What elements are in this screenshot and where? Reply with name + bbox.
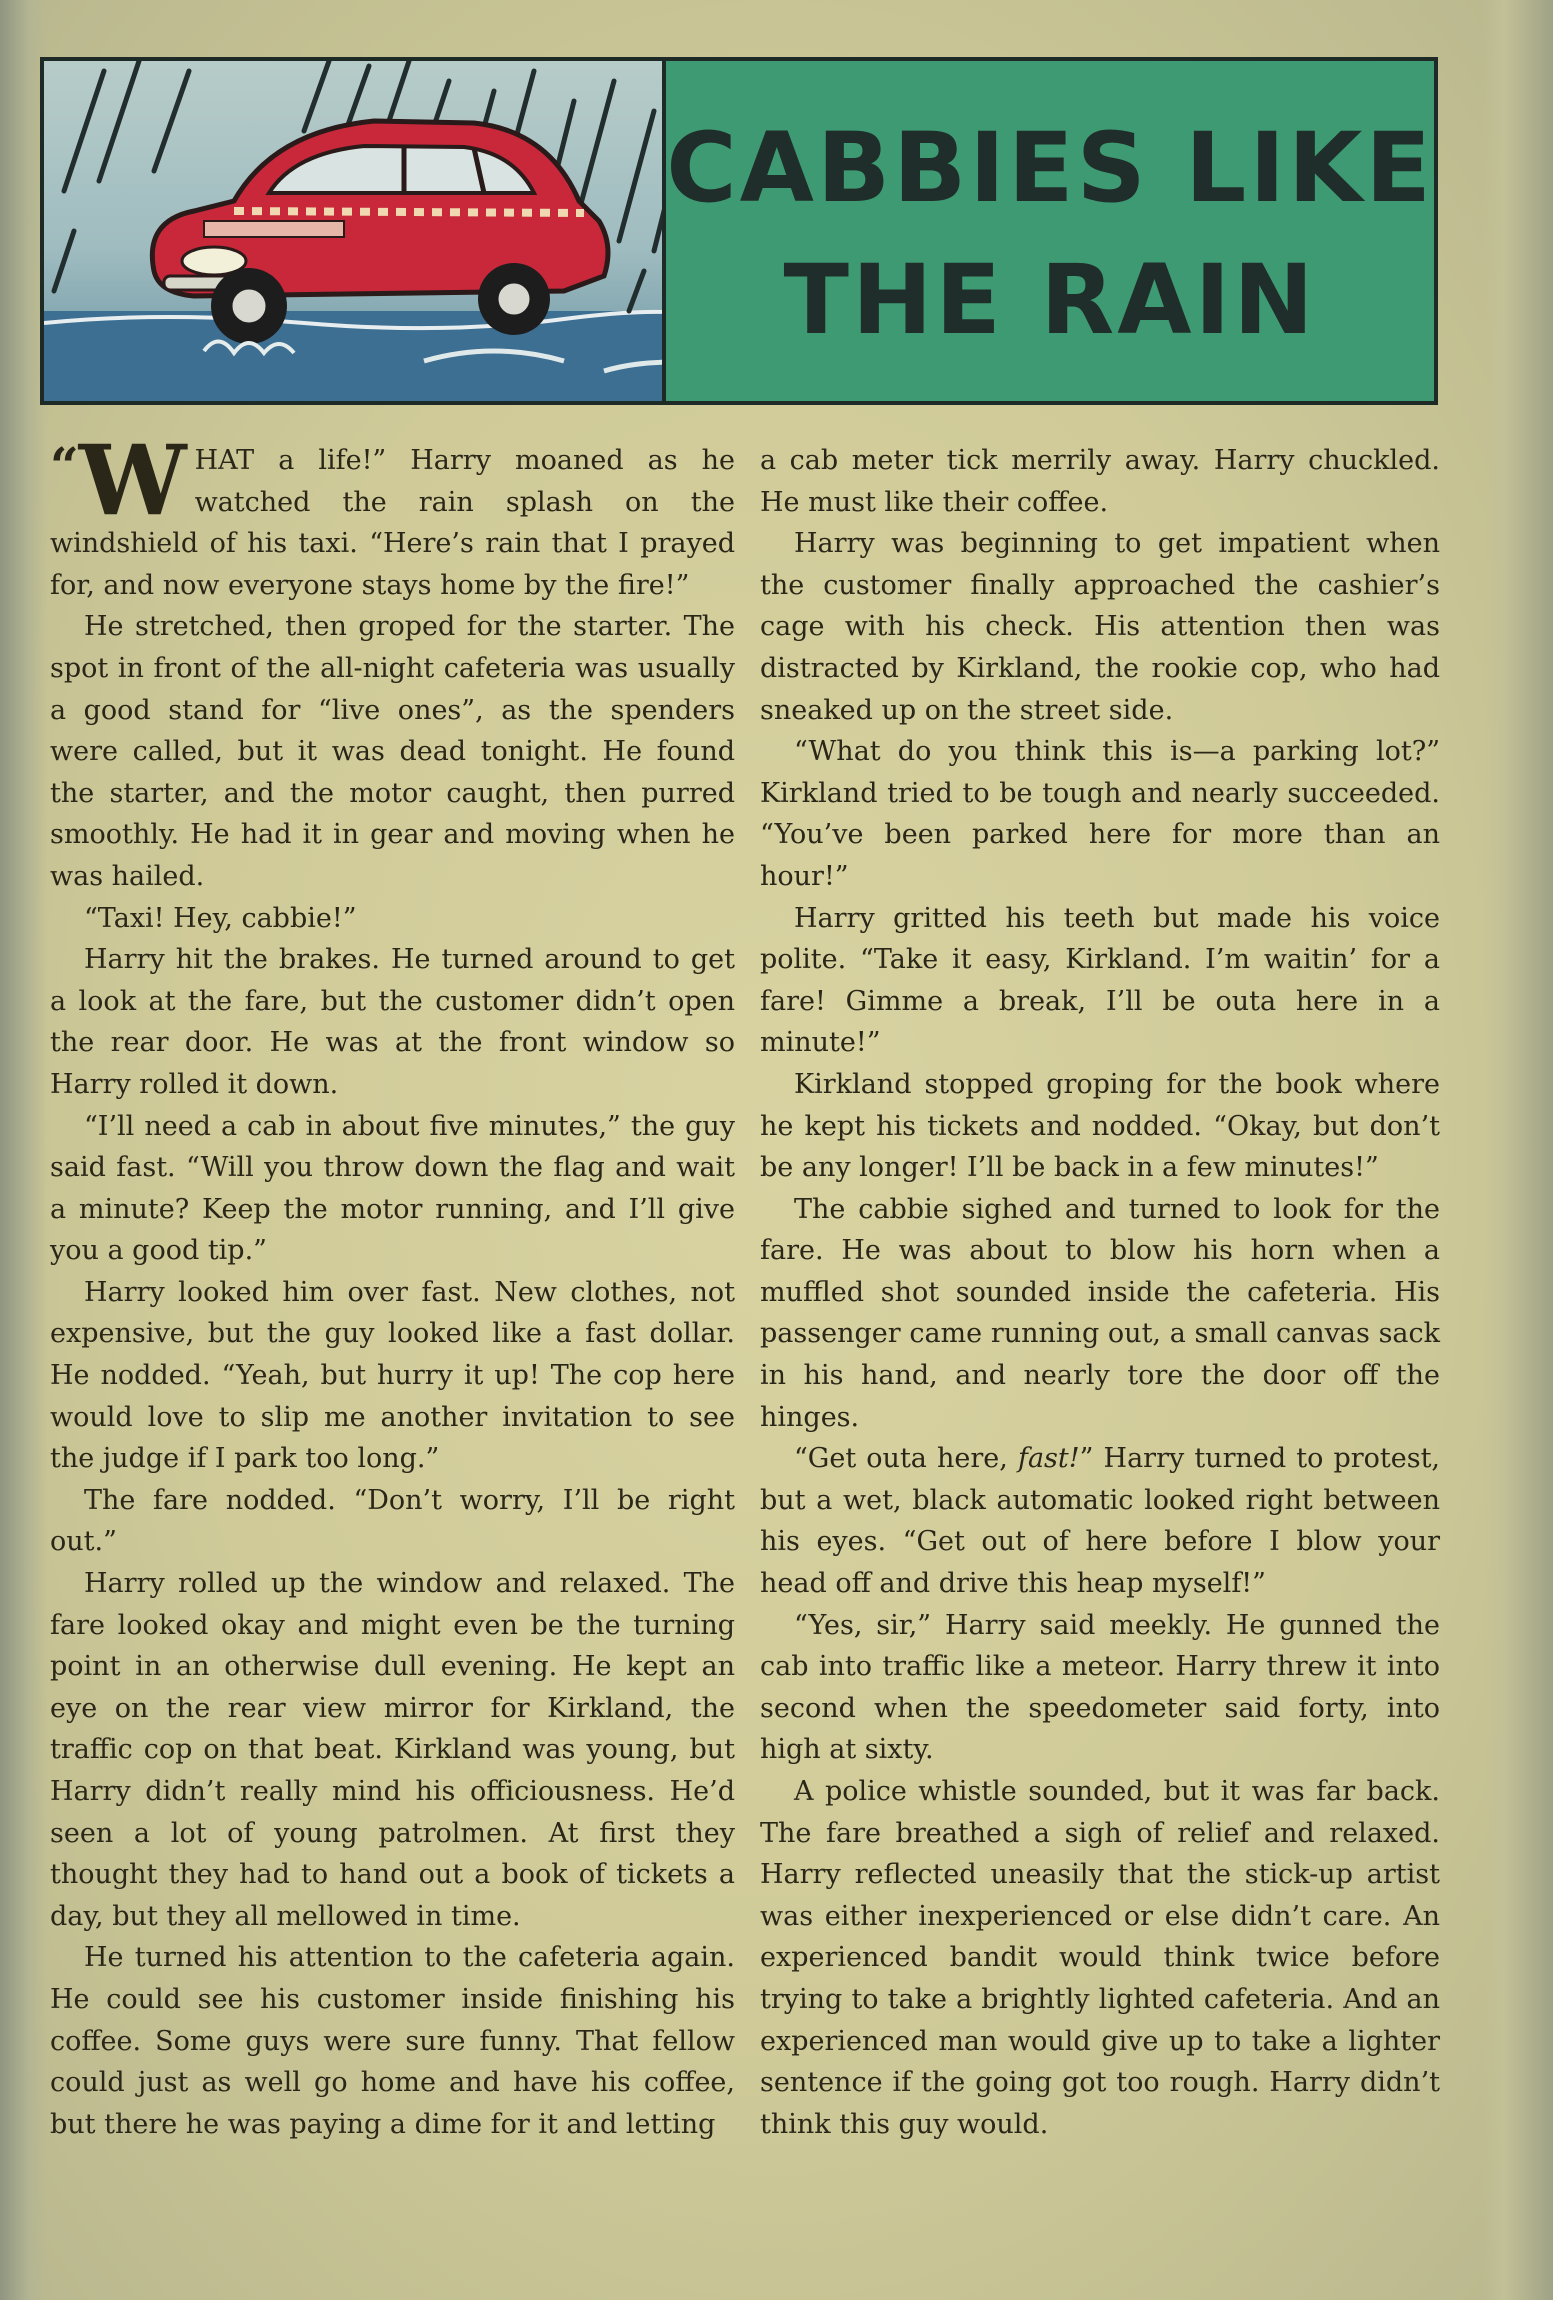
paragraph [50, 424, 735, 606]
text-column-left [50, 424, 735, 2145]
story-title-line-2: THE RAIN [783, 244, 1317, 356]
paragraph: The cabbie sighed and turned to look for the fare. He was about to blow his horn when a muffled shot sounded inside the cafeteria. His passenger came running out, a small canvas sack in his hand, and nearly tore the door off the hinges. [760, 1193, 1440, 1433]
paragraph: He stretched, then groped for the starter. The spot in front of the all-night cafeteria was usually a good stand for “live ones”, as the spenders were called, but it was dead tonight. He found the starter, and the motor caught, then purred smoothly. He had it in gear and moving when he was hailed. [50, 611, 735, 892]
paragraph: Harry hit the brakes. He turned around to get a look at the fare, but the customer didn’t open the rear door. He was at the front window so Harry rolled it down. [50, 944, 735, 1100]
opening-paragraph-text: HAT a life!” Harry moaned as he watched the rain splash on the windshield of his taxi. “Here’s rain that I prayed for, and now everyone stays home by the fire!” [50, 445, 735, 601]
paragraph: “Taxi! Hey, cabbie!” [84, 902, 357, 934]
paragraph: “Yes, sir,” Harry said meekly. He gunned the cab into traffic like a meteor. Harry threw it into second when the speedometer said forty, into high at sixty. [760, 1609, 1440, 1766]
paragraph [760, 1438, 1440, 1604]
paragraph: Kirkland stopped groping for the book where he kept his tickets and nodded. “Okay, but don’t be any longer! I’ll be back in a few minutes!” [760, 1068, 1440, 1184]
paragraph-text: “Get outa here, [794, 1443, 1018, 1475]
taxi-illustration [44, 61, 666, 401]
red-taxi-in-rain-icon [44, 61, 666, 401]
story-header-banner [40, 57, 1438, 405]
page-edge-right [1483, 0, 1553, 2300]
paragraph: He turned his attention to the cafeteria again. He could see his customer inside finishing his coffee. Some guys were sure funny. That fellow could just as well go home and have his coffee, but there he was paying a dime for it and letting [50, 1942, 735, 2140]
emphasis-text: fast! [1017, 1443, 1080, 1475]
paragraph: A police whistle sounded, but it was far back. The fare breathed a sigh of relief and relaxed. Harry reflected uneasily that the stick-up artist was either inexperienced or else didn’t care. An experienced bandit would think twice before trying to take a brightly lighted cafeteria. And an experienced man would give up to take a lighter sentence if the going got too rough. Harry didn’t think this guy would. [760, 1776, 1440, 2140]
paragraph: “I’ll need a cab in about five minutes,” the guy said fast. “Will you throw down the flag and wait a minute? Keep the motor running, and I’ll give you a good tip.” [50, 1110, 735, 1267]
paragraph: a cab meter tick merrily away. Harry chuckled. He must like their coffee. [760, 445, 1440, 518]
story-title-line-1: CABBIES LIKE [666, 112, 1434, 224]
paragraph: Harry rolled up the window and relaxed. The fare looked okay and might even be the turning point in an otherwise dull evening. He kept an eye on the rear view mirror for Kirkland, the traffic cop on that beat. Kirkland was young, but Harry didn’t really mind his officiousness. He’d seen a lot of young patrolmen. At first they thought they had to hand out a book of tickets a day, but they all mellowed in time. [50, 1568, 735, 1932]
text-column-right [760, 440, 1440, 2145]
paragraph: “What do you think this is—a parking lot?” Kirkland tried to be tough and nearly succeeded. “You’ve been parked here for more than an hour!” [760, 736, 1440, 892]
taxi-body [152, 121, 608, 296]
opening-quote-mark: “ [50, 436, 79, 495]
paragraph: Harry looked him over fast. New clothes, not expensive, but the guy looked like a fast dollar. He nodded. “Yeah, but hurry it up! The cop here would love to slip me another invitation to see the judge if I park too long.” [50, 1276, 735, 1475]
paragraph-text: ” Harry turned to protest, but a wet, black automatic looked right between his eyes. “Get out of here before I blow your head off and drive this heap myself!” [760, 1443, 1441, 1600]
paragraph: Harry was beginning to get impatient when the customer finally approached the cashier’s cage with his check. His attention then was distracted by Kirkland, the rookie cop, who had sneaked up on the street side. [760, 528, 1440, 726]
paragraph: Harry gritted his teeth but made his voice polite. “Take it easy, Kirkland. I’m waitin’ for a fare! Gimme a break, I’ll be outa here in a minute!” [760, 902, 1440, 1059]
title-panel [666, 61, 1434, 401]
paragraph: The fare nodded. “Don’t worry, I’ll be right out.” [50, 1484, 735, 1558]
drop-cap: W [78, 424, 187, 537]
